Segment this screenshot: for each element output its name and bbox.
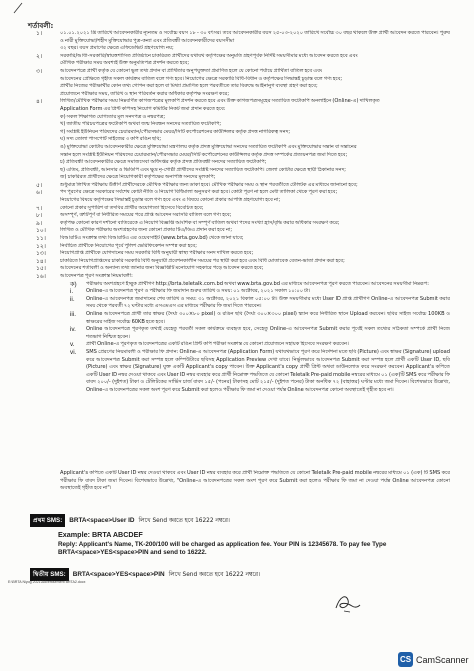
condition-text: খ) জাতীয় পরিচয়পত্রের ফটোকপি অথবা জন্ম নিবন্ধন সনদের সত্যায়িত ফটোকপি;: [60, 121, 222, 128]
instruction-row: [26, 341, 450, 349]
condition-row: [26, 60, 450, 68]
condition-text: আবেদনের শর্তাবলী ও অন্যান্য তথ্য জানার জন্য বিজ্ঞপ্তিটি মনোযোগ সহকারে পড়ে আবেদন করতে হবে;: [60, 265, 264, 272]
instruction-marker: iv.: [70, 326, 76, 334]
condition-text: প্রয়োজনে পরীক্ষার সময়, তারিখ ও স্থান পরিবর্তন করার অধিকার কর্তৃপক্ষ সংরক্ষণ করে;: [60, 90, 230, 97]
condition-row: [26, 106, 450, 114]
conditions-heading: শর্তাবলী:: [28, 22, 54, 30]
condition-number: ১৬।: [36, 273, 46, 280]
condition-text: ঙ) মুক্তিযোদ্ধা কোটায় আবেদনকারীর ক্ষেত্রে মুক্তিযোদ্ধা মন্ত্রণালয় কর্তৃক প্রদত্ত মুক্তিযোদ্ধা সনদের সত্যায়িত ফটোকপি এবং মুক্তিযোদ্ধার সন্তান বা সন্তানের: [60, 143, 357, 150]
condition-row: [26, 235, 450, 243]
condition-number: ১৩।: [36, 250, 46, 258]
sms-reply-text: Reply: Applicant's Name, TK-200/100 will be charged as application fee. Your PIN is 12345678. To pay fee Type BRTA<space>YES<space>PIN and send to 16222.: [58, 541, 387, 556]
sms-example: Example: BRTA ABCDEF: [58, 530, 143, 539]
instruction-marker: ক): [70, 280, 77, 288]
instruction-text: Online-এ আবেদনপত্র জমাদানের শেষ তারিখ ও সময়: ৩১ অক্টোবর, ২০২১ বিকাল ০৫:০০ টা। উক্ত সময়সীমার মধ্যে User ID প্রাপ্ত প্রার্থীগণ Online-এ আবেদনপত্র Submit করার সময় থেকে পরবর্তী ৭২ ঘণ্টার মধ্যে এসএমএস এর মাধ্যমে পরীক্ষার ফি জমা দিতে পারবেন।: [86, 295, 450, 310]
condition-number: ১।: [36, 30, 43, 37]
condition-text: জ) চাকরিরত প্রার্থীদের ক্ষেত্রে নিয়োগকারী কর্তৃপক্ষের অনাপত্তি সনদের মূলকপি;: [60, 174, 216, 181]
condition-row: [26, 197, 450, 205]
condition-row: [26, 83, 450, 91]
condition-row: [26, 159, 450, 167]
condition-number: ২।: [36, 52, 43, 60]
condition-row: [26, 265, 450, 273]
condition-row: [26, 76, 450, 84]
condition-number: ৬।: [36, 189, 43, 197]
instruction-text: প্রার্থী Online-এ পূরণকৃত আবেদনপত্রের একটি রঙিন প্রিন্ট কপি পরীক্ষা সংক্রান্ত যে কোনো প্রয়োজনে সহায়ক হিসেবে সংরক্ষণ করবেন।: [86, 341, 349, 348]
condition-row: [26, 68, 450, 76]
condition-text: গ) সংশ্লিষ্ট ইউনিয়ন পরিষদের চেয়ারম্যান/পৌরসভার মেয়র/সিটি কর্পোরেশনের কাউন্সিলর কর্তৃক প্রদত্ত নাগরিকত্ব সনদ;: [60, 128, 291, 135]
camscanner-logo-icon: CS: [398, 652, 413, 667]
condition-text: মৌখিক পরীক্ষার সময় অবশ্যই উক্ত অনুমতিপত্র প্রদর্শন করতে হবে;: [60, 60, 190, 67]
instruction-marker: vi.: [70, 348, 77, 356]
condition-row: [26, 98, 450, 106]
condition-row: [26, 45, 450, 53]
condition-number: ৯।: [36, 219, 43, 227]
instruction-row: [26, 288, 450, 296]
condition-number: ৫।: [36, 181, 43, 189]
condition-text: সরকারি/আধা-সরকারি/স্বায়ত্তশাসিত প্রতিষ্ঠানে চাকরিরত প্রার্থীদের যথাযথ কর্তৃপক্ষের অনুমতি গ্রহণপূর্বক নির্দিষ্ট সময়সীমার মধ্যে আবেদন করতে হবে এবং: [60, 52, 358, 59]
applicant-note: [60, 470, 450, 493]
camscanner-name: CamScanner: [416, 654, 469, 665]
instruction-marker: ii.: [70, 295, 75, 303]
condition-row: [26, 167, 450, 175]
condition-text: চ) প্রতিবন্ধী আবেদনকারীর ক্ষেত্রে সমাজসেবা অধিদপ্তর কর্তৃক প্রদত্ত প্রতিবন্ধী সনদের সত্যায়িত ফটোকপি;: [60, 159, 267, 166]
condition-text: ৩২ বছর। বয়স প্রমাণের ক্ষেত্রে এফিডেভিট গ্রহণযোগ্য নয়;: [60, 45, 174, 52]
condition-text: Application Form এর প্রিন্ট কপিসহ নিয়োগ কমিটির নিকট জমা প্রদান করতে হবে:: [60, 105, 226, 112]
condition-row: [26, 212, 450, 220]
instruction-text: Online আবেদনপত্রে প্রার্থী তার স্বাক্ষর (দৈর্ঘ্য ৩০০×৮০ pixel) ও রঙিন ছবি (দৈর্ঘ্য ৩০০×৩০০ pixel) স্ক্যান করে নির্ধারিত স্থানে Upload করবেন। ছবির সাইজ সর্বোচ্চ 100KB ও স্বাক্ষরের সাইজ সর্বোচ্চ 60KB হতে হবে।: [86, 310, 450, 325]
condition-text: আবেদনের প্রেক্ষিতে গৃহীত সকল কার্যক্রম বাতিল বলে গণ্য হবে। নিয়োগের ক্ষেত্রে সরকারি বিধি-বিধান ও কর্তৃপক্ষের সিদ্ধান্তই চূড়ান্ত বলে গণ্য হবে;: [60, 75, 343, 82]
condition-text: লিখিত/মৌখিক পরীক্ষার সময় নিম্নবর্ণিত কাগজপত্রের মূলকপি প্রদর্শন করতে হবে এবং উক্ত কাগজপত্রসমূহের সত্যায়িত ফটোকপি অনলাইনে (Online-এ) দাখিলকৃত: [60, 98, 380, 105]
applicant-note-text: Applicant's কপিতে একটি User ID নম্বর দেওয়া থাকবে এবং User ID নম্বর ব্যবহার করে প্রার্থী নিম্নোক্ত পদ্ধতিতে যে কোনো Teletalk Pre-paid mobile নম্বরের মাধ্যমে ০১ (এক) টি SMS করে পরীক্ষার ফি বাবদ টাকা জমা দিবেন। বিশেষভাবে উল্লেখ্য, "Online-এ আবেদনপত্রের সকল অংশ পূরণ করে Submit করা হলেও পরীক্ষার ফি জমা না দেওয়া পর্যন্ত Online আবেদনপত্র কোনো অবস্থাতেই গৃহীত হবে না"।: [60, 470, 450, 492]
condition-row: [26, 205, 450, 213]
second-sms-command: BRTA<space>YES<space>PIN: [72, 571, 165, 578]
condition-number: ৭।: [36, 204, 43, 212]
condition-number: ৪।: [36, 98, 43, 106]
condition-text: আবেদনপত্র পূরণ সংক্রান্ত নিয়মাবলী:: [60, 273, 133, 279]
condition-text: আবেদনপত্রে প্রার্থী কর্তৃক যে কোনো ভুল তথ্য প্রদান বা প্রার্থিতার অনুপযুক্ততা প্রমাণিত হলে যে কোনো পর্যায়ে প্রার্থিতা বাতিল হবে এবং: [60, 67, 323, 74]
condition-text: লিখিত ও মৌখিক পরীক্ষায় অংশগ্রহণের জন্য কোনো প্রকার টিএ/ডিএ প্রদান করা হবে না;: [60, 227, 233, 234]
condition-row: [26, 273, 450, 281]
instruction-row: [26, 281, 450, 289]
condition-row: [26, 30, 450, 45]
condition-row: [26, 258, 450, 266]
conditions-list: [26, 30, 450, 395]
instruction-text: Online আবেদনপত্রে পূরণকৃত তথ্যই যেহেতু পরবর্তী সকল কার্যক্রমে ব্যবহৃত হবে, সেহেতু Online-এ আবেদনপত্র Submit করার পূর্বেই সকল তথ্যের সঠিকতা সম্পর্কে প্রার্থী নিজে শতভাগ নিশ্চিত হবেন।: [86, 326, 450, 340]
instruction-marker: i.: [70, 288, 74, 296]
condition-number: ১১।: [36, 235, 46, 243]
instruction-row: [26, 296, 450, 311]
condition-text: ০১.০১.২০২১ খ্রি তারিখে আবেদনকারীর ন্যূনতম ও সর্বোচ্চ বয়স ১৮ - ৩০ বৎসর। তবে আবেদনকারীর বয়স ২৫-০৩-২০২০ তারিখে সর্বোচ্চ ৩০ বছর থাকলে উক্ত প্রার্থী আবেদন করতে পারবেন। পুরুষ ও নারী মুক্তিযোদ্ধা/শহীদ মুক্তিযোদ্ধার পুত্র-কন্যা এবং প্রতিবন্ধী আবেদনকারীদের বয়সসীমা: [60, 30, 450, 44]
condition-row: [26, 220, 450, 228]
condition-number: ১২।: [36, 242, 46, 250]
condition-text: নিয়োগপ্রাপ্ত প্রার্থীকে যোগদানের সময় সরকারি বিধি অনুযায়ী স্বাস্থ্য পরীক্ষার সনদ দাখিল করতে হবে;: [60, 250, 254, 257]
second-sms-badge: দ্বিতীয় SMS:: [30, 568, 69, 581]
condition-text: ঘ) সদ্য তোলা পাসপোর্ট সাইজের ৩ কপি রঙিন ছবি;: [60, 136, 162, 143]
condition-text: চাকরিতে নিয়োগপ্রাপ্তদের চাকরি সরকারি বিধি অনুযায়ী প্রবেশনকালীন সময়ের পর স্থায়ী করা হবে এবং বিধি মোতাবেক বেতন-ভাতা প্রদান করা হবে;: [60, 257, 345, 264]
condition-row: [26, 91, 450, 99]
instruction-text: Online-এ আবেদনপত্র পূরণ ও পরীক্ষার ফি জমাদান শুরুর তারিখ ও সময়: ০১ অক্টোবর, ২০২১ সকাল ১০:০০ টা।: [86, 288, 311, 295]
condition-row: [26, 129, 450, 137]
instruction-marker: v.: [70, 341, 75, 349]
condition-number: ৮।: [36, 212, 43, 220]
condition-text: কোনো প্রকার সুপারিশ বা তদবির প্রার্থীর অযোগ্যতা হিসেবে বিবেচিত হবে;: [60, 204, 204, 211]
condition-row: [26, 174, 450, 182]
signature-mark-icon: [330, 590, 364, 616]
condition-row: [26, 144, 450, 152]
condition-row: [26, 227, 450, 235]
instruction-row: [26, 326, 450, 341]
condition-text: ক) সকল শিক্ষাগত যোগ্যতার মূল সনদপত্র ও নম্বরপত্র;: [60, 113, 166, 120]
instruction-text: পরীক্ষায় অংশগ্রহণে ইচ্ছুক প্রার্থীগণ http://brta.teletalk.com.bd অথবা www.brta.gov.bd এর মাধ্যমে আবেদনপত্র পূরণ করতে পারবেন। আবেদনের সময়সীমা নিম্নরূপ:: [86, 280, 429, 287]
condition-row: [26, 182, 450, 190]
first-sms-command: BRTA<space>User ID: [69, 517, 135, 524]
first-sms-badge: প্রথম SMS:: [30, 514, 65, 527]
first-sms-instruction: লিখে Send করতে হবে 16222 নম্বরে।: [138, 517, 230, 524]
first-sms-line: [30, 514, 230, 527]
instruction-text: SMS প্রেরণের নিয়মাবলী ও পরীক্ষার ফি প্রদান: Online-এ আবেদনপত্র (Application Form) যথাযথভাবে পূরণ করে নির্দেশনা মতে ছবি (Picture) এবং স্বাক্ষর (Signature) upload করে আবেদনপত্র Submit করা সম্পন্ন হলে কম্পিউটারে ছবিসহ Application Preview দেখা যাবে। নির্ভুলভাবে আবেদনপত্র Submit করা সম্পন্ন হলে প্রার্থী একটি User ID, ছবি (Picture) এবং স্বাক্ষর (Signature) যুক্ত একটি Applicant's copy পাবেন। উক্ত Applicant's copy প্রার্থী প্রিন্ট অথবা ডাউনলোড করে সংরক্ষণ করবেন। Applicant's কপিতে একটি User ID নম্বর দেওয়া থাকবে এবং User ID নম্বর ব্যবহার করে প্রার্থী নিম্নোক্ত পদ্ধতিতে যে কোনো Teletalk Pre-paid mobile নম্বরের মাধ্যমে ০১ (এক)টি SMS করে পরীক্ষার ফি বাবদ ২০০/- (দুইশত) টাকা ও টেলিটকের সার্ভিস চার্জ বাবদ ১৫/- (পনের) টাকাসহ মোট ২১৫/- (দুইশত পনের) টাকা অনধিক ৭২ (বাহাত্তর) ঘণ্টার মধ্যে জমা দিবেন। বিশেষভাবে উল্লেখ্য, Online-এ আবেদনপত্রের সকল অংশ পূরণ করে Submit করা হলেও পরীক্ষার ফি জমা না দেওয়া পর্যন্ত Online আবেদনপত্র কোনো অবস্থাতেই গৃহীত হবে না।: [86, 348, 450, 393]
camscanner-watermark: [398, 652, 469, 667]
condition-text: নির্বাচিত প্রার্থীকে নিয়োগের পূর্বে পুলিশ ভেরিফিকেশন সম্পন্ন করা হবে;: [60, 242, 197, 249]
condition-text: কর্তৃপক্ষ কোনো কারণ দর্শানো ব্যতিরেকে এ নিয়োগ বিজ্ঞপ্তি আংশিক বা সম্পূর্ণ বাতিল অথবা পদের সংখ্যা হ্রাস/বৃদ্ধি করার অধিকার সংরক্ষণ করে;: [60, 219, 340, 226]
condition-row: [26, 152, 450, 160]
condition-row: [26, 243, 450, 251]
file-path-footnote: E:\BRTA Niyog 2021\Advertisement BRTA2.docx: [8, 580, 86, 584]
instruction-marker: iii.: [70, 310, 77, 318]
condition-row: [26, 136, 450, 144]
condition-text: সন্তান হলে সংশ্লিষ্ট ইউনিয়ন পরিষদের চেয়ারম্যান/পৌরসভার মেয়র/সিটি কর্পোরেশনের কাউন্সিলর কর্তৃক প্রদত্ত সম্পর্কের প্রত্যয়নপত্র জমা দিতে হবে;: [60, 151, 348, 158]
condition-row: [26, 250, 450, 258]
condition-number: ১৪।: [36, 257, 46, 265]
corner-pen-mark-icon: [13, 2, 23, 14]
condition-text: নিয়োগের বিষয়ে কর্তৃপক্ষের সিদ্ধান্তই চূড়ান্ত বলে গণ্য হবে এবং এ বিষয়ে কোনো প্রকার আপত্তি গ্রহণযোগ্য হবে না;: [60, 197, 281, 204]
condition-number: ১৫।: [36, 265, 46, 273]
condition-text: পদ পূরণের ক্ষেত্রে সরকারের সর্বশেষ কোটা নীতি ও নিয়োগ বিধিমালা অনুসরণ করা হবে। কোটা পূরণ না হলে মেধা তালিকা থেকে পূরণ করা হবে;: [60, 189, 338, 196]
instruction-row: [26, 349, 450, 395]
condition-text: শুধুমাত্র লিখিত পরীক্ষায় উত্তীর্ণ প্রার্থীদেরকে মৌখিক পরীক্ষার জন্য ডাকা হবে। মৌখিক পরীক্ষার সময় ও স্থান পরবর্তীতে টেলিটক এর মাধ্যমে জানানো হবে;: [60, 181, 358, 188]
condition-text: প্রার্থীর নিজের পরীক্ষার্থীর কোন তথ্য গোপন করা হলে বা মিথ্যা প্রমাণিত হলে পরবর্তীতে তার বিরুদ্ধে আইনানুগ ব্যবস্থা গ্রহণ করা হবে;: [60, 83, 318, 90]
condition-text: ছ) এতিম, প্রতিবন্ধী, আনসার ও ভিডিপি এবং ক্ষুদ্র নৃ-গোষ্ঠী প্রার্থীদের সংশ্লিষ্ট সনদের সত্যায়িত ফটোকপি। জেলা কোটার ক্ষেত্রে স্থায়ী ঠিকানার সনদ;: [60, 166, 346, 173]
condition-number: ১০।: [36, 227, 46, 235]
second-sms-instruction: লিখে Send করতে হবে 16222 নম্বরে।: [168, 571, 260, 578]
condition-row: [26, 189, 450, 197]
condition-text: অসম্পূর্ণ, ত্রুটিপূর্ণ বা নির্ধারিত সময়ের পরে প্রাপ্ত আবেদন সরাসরি বাতিল বলে গণ্য হবে;: [60, 212, 232, 219]
condition-row: [26, 114, 450, 122]
condition-row: [26, 53, 450, 61]
condition-text: বিআরটিএ সংক্রান্ত তথ্য বিআরটিএ এর ওয়েবসাইট (www.brta.gov.bd) থেকে জানা যাবে;: [60, 235, 244, 242]
instruction-row: [26, 311, 450, 326]
condition-row: [26, 121, 450, 129]
condition-number: ৩।: [36, 67, 43, 75]
